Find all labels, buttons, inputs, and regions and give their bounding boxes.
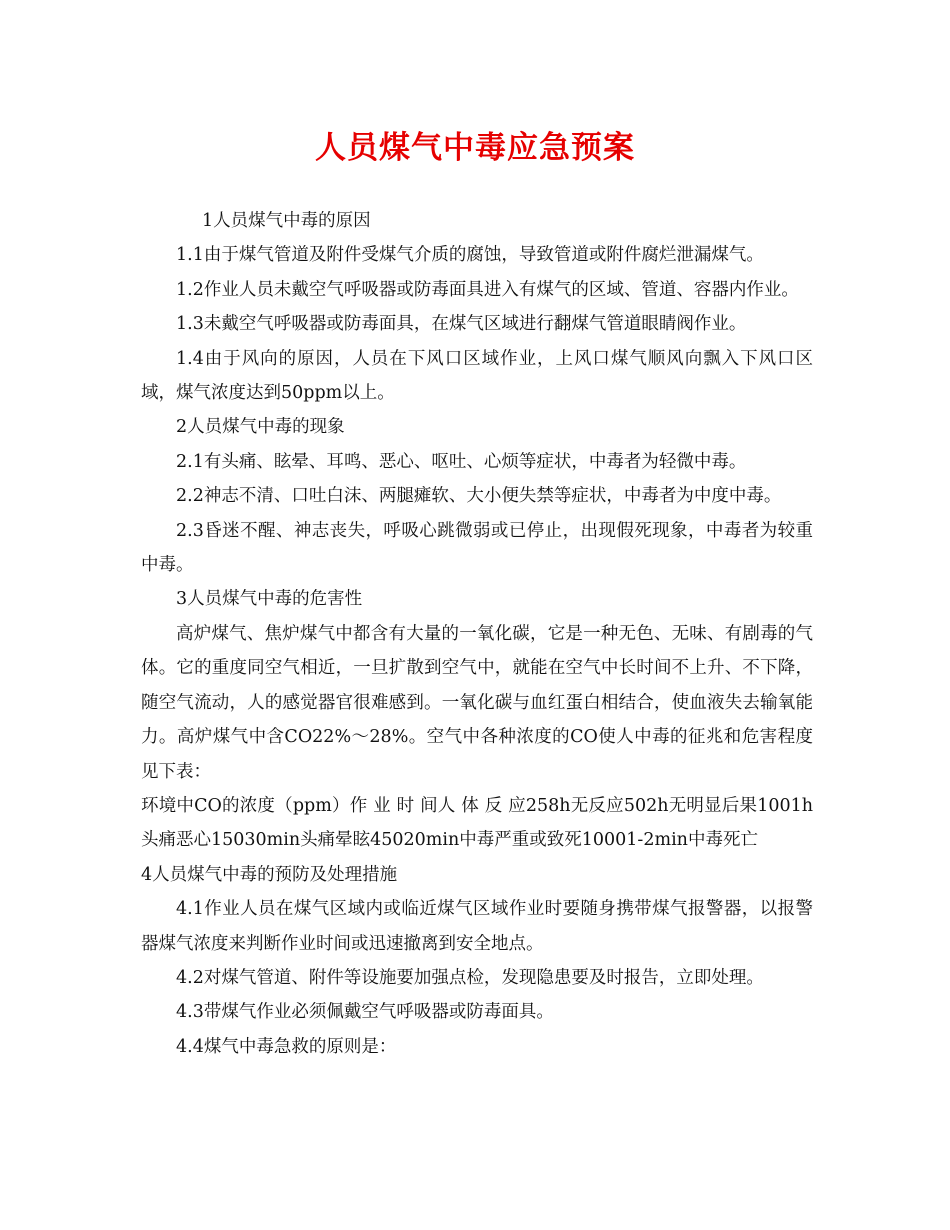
paragraph: 4.2对煤气管道、附件等设施要加强点检，发现隐患要及时报告，立即处理。 bbox=[176, 967, 764, 988]
paragraph: 1.4由于风向的原因，人员在下风口区域作业，上风口煤气顺风向飘入下风口区域，煤气浓度达到50ppm以上。 bbox=[141, 348, 813, 404]
paragraph: 1.1由于煤气管道及附件受煤气介质的腐蚀，导致管道或附件腐烂泄漏煤气。 bbox=[176, 245, 764, 266]
paragraph: 4.3带煤气作业必须佩戴空气呼吸器或防毒面具。 bbox=[176, 1002, 554, 1023]
paragraph: 1.2作业人员未戴空气呼吸器或防毒面具进入有煤气的区域、管道、容器内作业。 bbox=[176, 279, 799, 300]
paragraph: 2.3昏迷不醒、神志丧失，呼吸心跳微弱或已停止，出现假死现象，中毒者为较重中毒。 bbox=[141, 520, 813, 576]
document-body bbox=[141, 204, 813, 1064]
paragraph: 4.1作业人员在煤气区域内或临近煤气区域作业时要随身携带煤气报警器，以报警器煤气浓度来判断作业时间或迅速撤离到安全地点。 bbox=[141, 899, 813, 954]
paragraph: 2.2神志不清、口吐白沫、两腿瘫软、大小便失禁等症状，中毒者为中度中毒。 bbox=[176, 486, 782, 507]
section-heading: 3人员煤气中毒的危害性 bbox=[176, 589, 363, 610]
paragraph: 4.4煤气中毒急救的原则是： bbox=[176, 1036, 397, 1057]
section-heading: 4人员煤气中毒的预防及处理措施 bbox=[141, 864, 398, 885]
document-title: 人员煤气中毒应急预案 bbox=[315, 130, 635, 166]
paragraph: 2.1有头痛、眩晕、耳鸣、恶心、呕吐、心烦等症状，中毒者为轻微中毒。 bbox=[176, 451, 747, 472]
section-heading: 1人员煤气中毒的原因 bbox=[202, 211, 371, 231]
co-concentration-table-text: 环境中CO的浓度（ppm）作 业 时 间人 体 反 应258h无反应502h无明显后果1001h头痛恶心15030min头痛晕眩45020min中毒严重或致死10001-2min中毒死亡 bbox=[141, 795, 813, 851]
paragraph: 1.3未戴空气呼吸器或防毒面具，在煤气区域进行翻煤气管道眼睛阀作业。 bbox=[176, 314, 747, 335]
paragraph: 高炉煤气、焦炉煤气中都含有大量的一氧化碳，它是一种无色、无味、有剧毒的气体。它的重度同空气相近，一旦扩散到空气中，就能在空气中长时间不上升、不下降，随空气流动，人的感觉器官很难感到。一氧化碳与血红蛋白相结合，使血液失去输氧能力。高炉煤气中含CO22%～28%。空气中各种浓度的CO使人中毒的征兆和危害程度见下表： bbox=[141, 623, 813, 782]
section-heading: 2人员煤气中毒的现象 bbox=[176, 417, 345, 438]
